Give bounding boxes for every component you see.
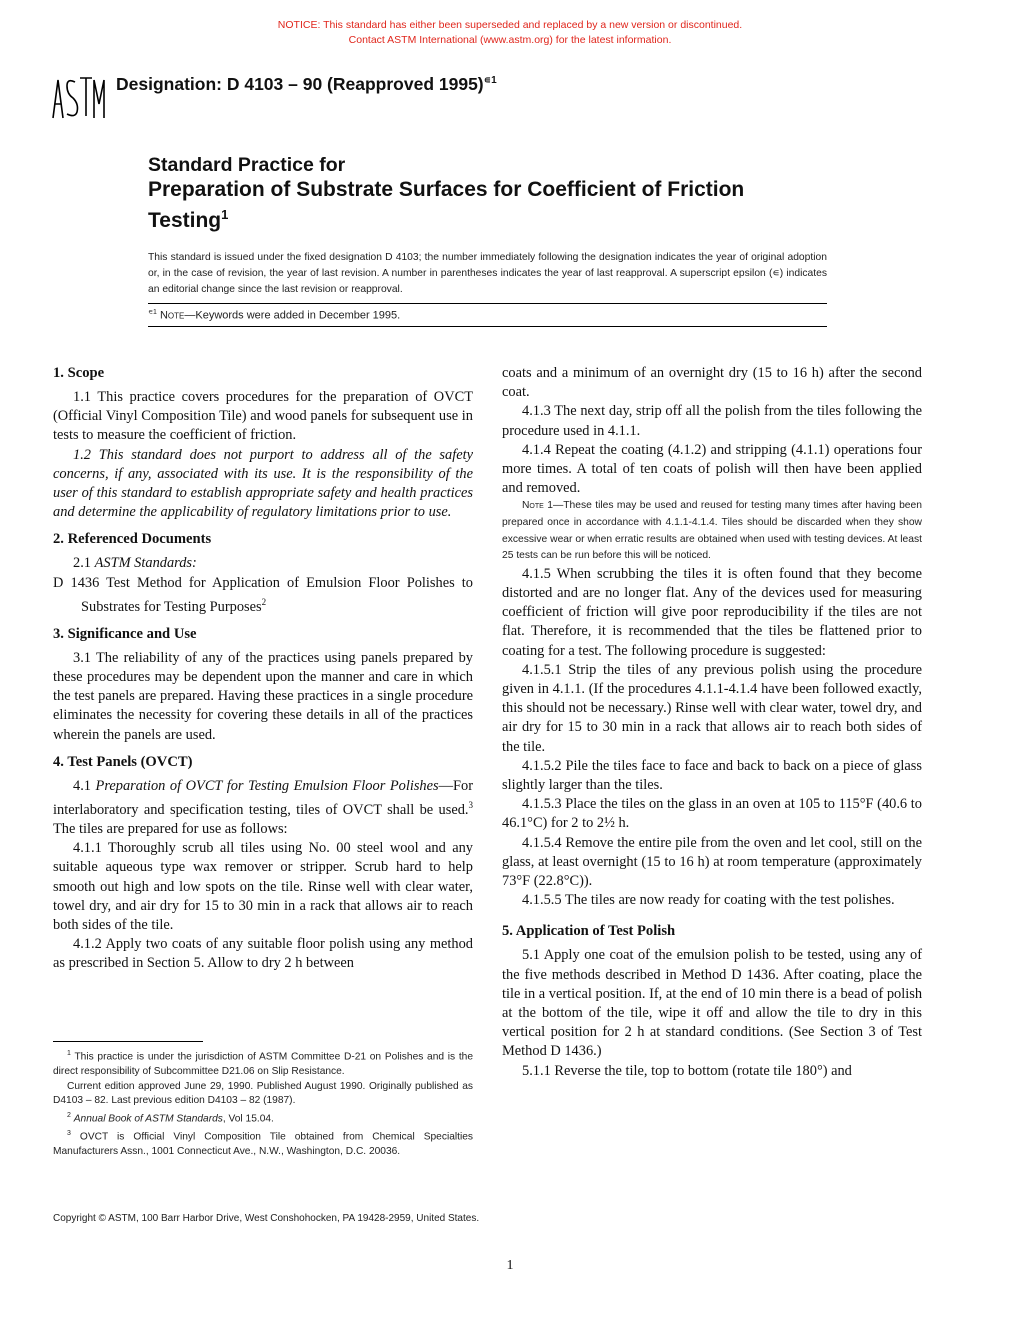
footnote-1: $^1$ This practice is under the jurisdiction of ASTM Committee D-21 on Polishes and is the direct responsibility of Subcommittee D21.06 on Slip Resistance. — [53, 1050, 473, 1077]
footnote-2: $^2$ Annual Book of ASTM Standards, Vol 15.04. — [67, 1111, 274, 1125]
para-4-1-5-4: 4.1.5.4 Remove the entire pile from the oven and let cool, still on the glass, at least overnight (15 to 16 h) at room temperature (approximately 73°F (22.8°C)). — [502, 834, 922, 890]
para-4-1-1: 4.1.1 Thoroughly scrub all tiles using No. 00 steel wool and any suitable aqueous type wax remover or stripper. Scrub hard to help smooth out high and low spots on the tile. Rinse well with clear water, towel dry, and air dry for 15 to 30 min in a rack that allows air to reach both sides of the tile. — [53, 840, 473, 934]
footnote-rule — [53, 1041, 203, 1042]
divider-bottom — [148, 326, 827, 327]
section-2-heading: 2. Referenced Documents — [53, 531, 212, 548]
document-title — [148, 153, 868, 233]
left-column — [53, 364, 473, 974]
para-4-1-5: 4.1.5 When scrubbing the tiles it is often found that they become distorted and are no longer flat. Any of the devices used for measuring coefficient of friction will give poor reproducibility if the tiles are not flat. Therefore, it is recommended that the tiles be flattened prior to coating for a test. The following procedure is suggested: — [502, 565, 922, 659]
title-line-3: Testing$^1$ — [148, 207, 229, 232]
astm-logo — [50, 74, 106, 120]
notice-line-2: Contact ASTM International (www.astm.org) for the latest information. — [348, 34, 672, 46]
para-4-1-3: 4.1.3 The next day, strip off all the polish from the tiles following the procedure used in 4.1.1. — [502, 403, 922, 439]
title-footnote-ref: 1 — [221, 207, 229, 222]
epsilon-note: $^{∊1}$ Note—Keywords were added in December 1995. — [148, 309, 401, 322]
page-number: 1 — [506, 1258, 514, 1273]
para-2-1: 2.1 ASTM Standards: — [73, 555, 197, 572]
para-4-1-5-1: 4.1.5.1 Strip the tiles of any previous polish using the procedure given in 4.1.1. (If the procedures 4.1.1-4.1.4 have been followed exactly, this should not be necessary.) Rinse well with clear water, towel dry, and air dry for 15 to 30 min in a rack that allows air to reach both sides of the tile. — [502, 661, 922, 755]
footnotes — [53, 1047, 473, 1159]
supersede-notice — [0, 18, 1020, 48]
designation — [116, 74, 497, 95]
right-column — [502, 364, 922, 1081]
designation-text: Designation: D 4103 – 90 (Reapproved 1995) — [116, 74, 484, 94]
para-1-2: 1.2 This standard does not purport to address all of the safety concerns, if any, associated with its use. It is the responsibility of the user of this standard to establish appropriate safety and health practices and determine the applicability of regulatory limitations prior to use. — [53, 446, 473, 521]
para-5-1-1: 5.1.1 Reverse the tile, top to bottom (rotate tile 180°) and — [522, 1062, 852, 1079]
footnote-1-edition: Current edition approved June 29, 1990. Published August 1990. Originally published as D4103 – 82. Last previous edition D4103 – 82 (1987). — [53, 1080, 473, 1107]
section-1-heading: 1. Scope — [53, 365, 105, 381]
para-3-1: 3.1 The reliability of any of the practices using panels prepared by these procedures may be dependent upon the manner and care in which the test panels are prepared. Having these practices in a single procedure eliminates the necessity for covering these details in all of the practices wherein the panels are used. — [53, 649, 473, 743]
section-5-heading: 5. Application of Test Polish — [502, 923, 676, 940]
divider-top — [148, 303, 827, 304]
footnote-3: $^3$ OVCT is Official Vinyl Composition Tile obtained from Chemical Specialties Manufacturers Assn., 1001 Connecticut Ave., N.W., Washington, D.C. 20036. — [53, 1129, 473, 1157]
para-4-1-5-3: 4.1.5.3 Place the tiles on the glass in an oven at 105 to 115°F (40.6 to 46.1°C) for 2 to 2½ h. — [502, 796, 922, 832]
designation-epsilon: ∊1 — [483, 75, 497, 86]
para-1-1: 1.1 This practice covers procedures for the preparation of OVCT (Official Vinyl Composition Tile) and wood panels for subsequent use in tests to measure the coefficient of friction. — [53, 389, 473, 444]
copyright: Copyright © ASTM, 100 Barr Harbor Drive, West Conshohocken, PA 19428-2959, United States. — [53, 1213, 480, 1224]
title-line-1: Standard Practice for — [148, 154, 346, 176]
para-4-1-2-continued: coats and a minimum of an overnight dry (15 to 16 h) after the second coat. — [502, 365, 922, 401]
section-4-heading: 4. Test Panels (OVCT) — [53, 753, 193, 770]
para-4-1-4: 4.1.4 Repeat the coating (4.1.2) and stripping (4.1.1) operations four more times. A total of ten coats of polish will then have been applied and removed. — [502, 441, 922, 497]
reference-d1436: D 1436 Test Method for Application of Emulsion Floor Polishes to Substrates for Testing Purposes$^2$ — [53, 574, 473, 615]
para-4-1-5-5: 4.1.5.5 The tiles are now ready for coating with the test polishes. — [522, 892, 895, 909]
para-4-1-5-2: 4.1.5.2 Pile the tiles face to face and back to back on a piece of glass slightly larger than the tiles. — [502, 757, 922, 794]
notice-line-1: NOTICE: This standard has either been superseded and replaced by a new version or discontinued. — [277, 19, 743, 31]
note-1: Note 1—These tiles may be used and reused for testing many times after having been prepared once in accordance with 4.1.1-4.1.4. Tiles should be discarded when they show excessive wear or when erratic results are obtained when used with testing devices. At least 25 tests can be run before this will be noticed. — [502, 500, 922, 562]
para-5-1: 5.1 Apply one coat of the emulsion polish to be tested, using any of the five methods described in Method D 1436. After coating, place the tile in a vertical position. If, at the end of 10 min there is a bead of polish at the bottom of the tile, wipe it off and allow the tile to dry in this vertical position for 2 h at standard conditions. (See Section 3 of Test Method D 1436.) — [502, 947, 923, 1060]
para-4-1: 4.1 Preparation of OVCT for Testing Emulsion Floor Polishes—For interlaboratory and specification testing, tiles of OVCT shall be used.$^3$ The tiles are prepared for use as follows: — [53, 777, 473, 838]
para-4-1-2: 4.1.2 Apply two coats of any suitable floor polish using any method as prescribed in Section 5. Allow to dry 2 h between — [53, 936, 473, 972]
issued-statement: This standard is issued under the fixed designation D 4103; the number immediately following the designation indicates the year of original adoption or, in the case of revision, the year of last revision. A number in parentheses indicates the year of last reapproval. A superscript epsilon (∊) indicates an editorial change since the last revision or reapproval. — [148, 252, 827, 295]
title-line-2: Preparation of Substrate Surfaces for Coefficient of Friction — [148, 178, 745, 201]
section-3-heading: 3. Significance and Use — [53, 625, 197, 642]
